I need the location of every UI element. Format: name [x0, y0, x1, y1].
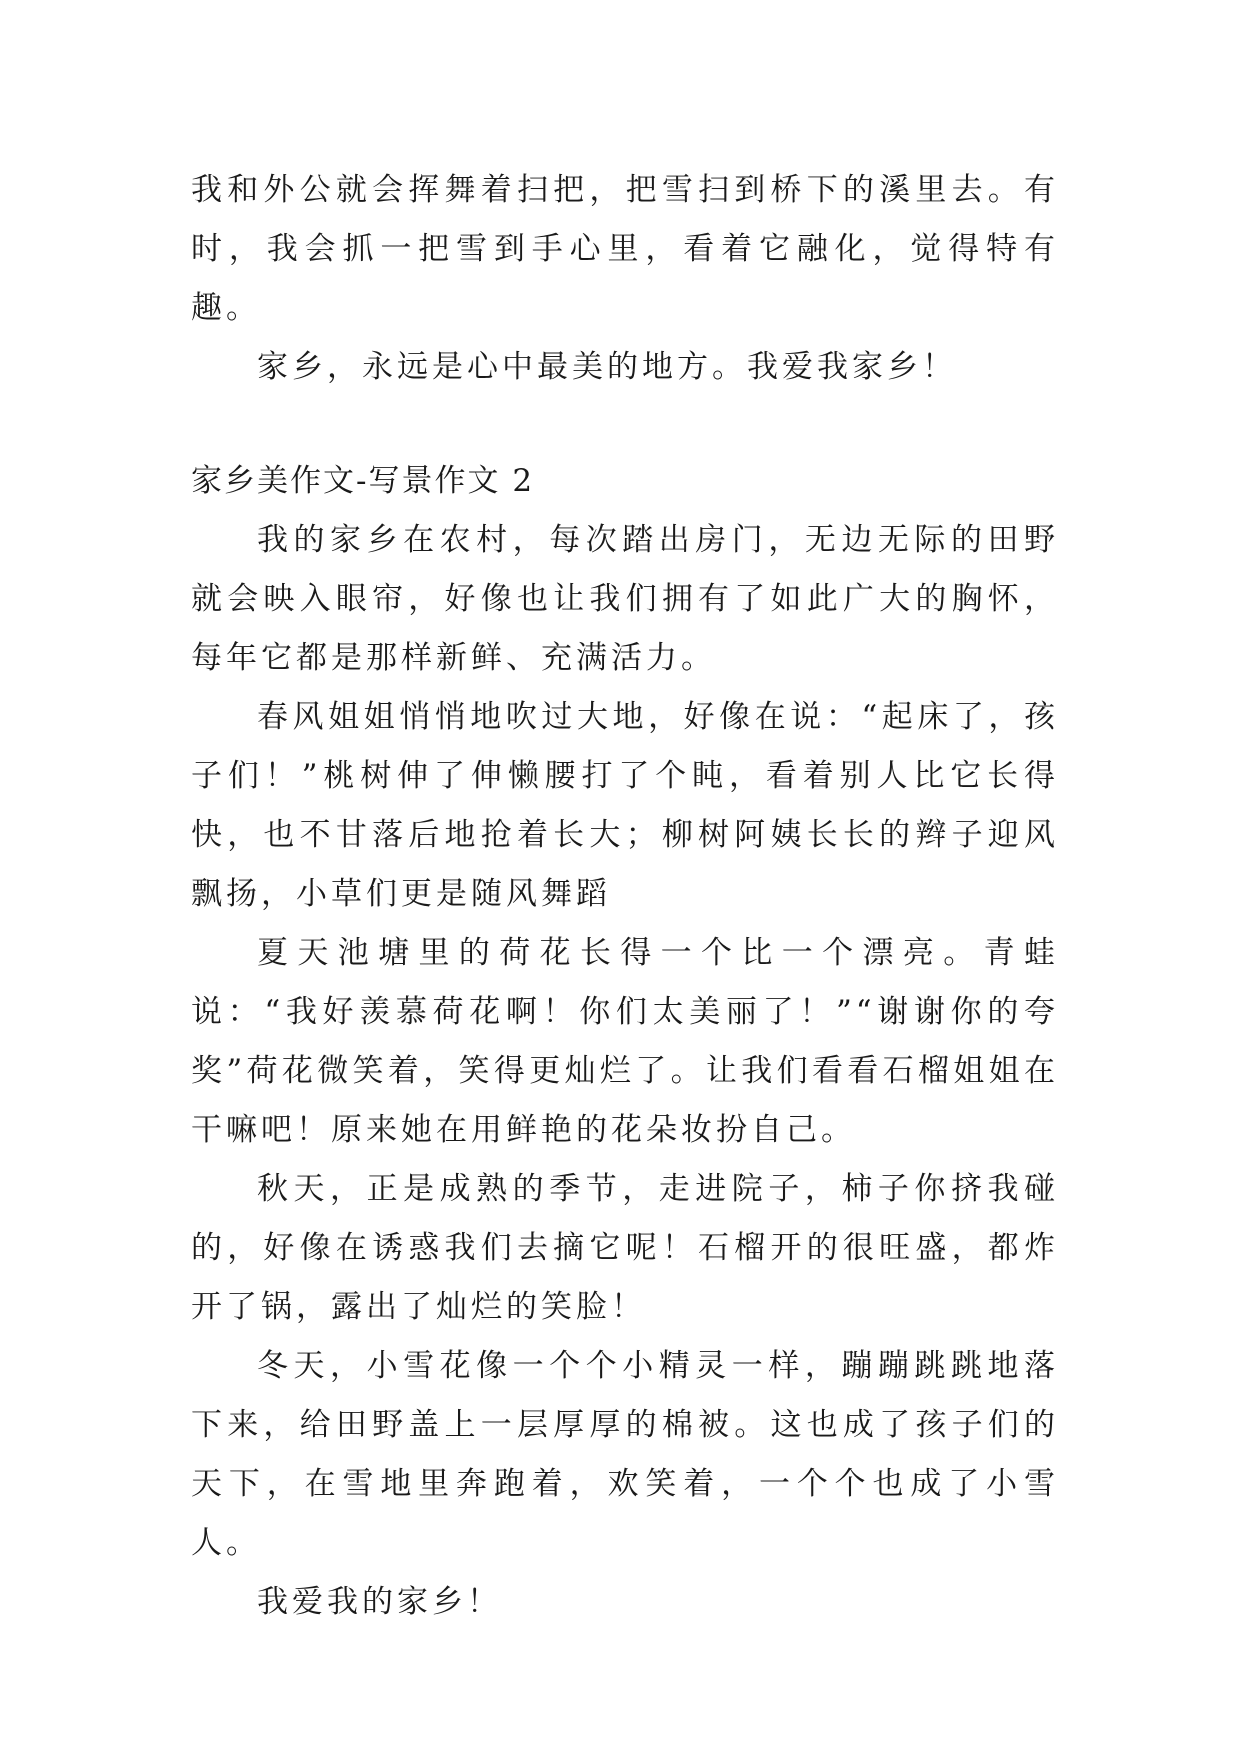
- essay-title: 家乡美作文-写景作文 2: [191, 463, 535, 499]
- paragraph-spring: 春风姐姐悄悄地吹过大地，好像在说：“起床了，孩子们！”桃树伸了伸懒腰打了个盹，看着别人比它长得快，也不甘落后地抢着长大；柳树阿姨长长的辫子迎风飘扬，小草们更是随风舞蹈: [191, 699, 1059, 912]
- document-body: [191, 161, 1059, 1632]
- paragraph-continued: 我和外公就会挥舞着扫把，把雪扫到桥下的溪里去。有时，我会抓一把雪到手心里，看着它融化，觉得特有趣。: [191, 172, 1059, 326]
- paragraph-autumn: 秋天，正是成熟的季节，走进院子，柿子你挤我碰的，好像在诱惑我们去摘它呢！石榴开的很旺盛，都炸开了锅，露出了灿烂的笑脸！: [191, 1171, 1059, 1325]
- paragraph-intro: 我的家乡在农村，每次踏出房门，无边无际的田野就会映入眼帘，好像也让我们拥有了如此广大的胸怀，每年它都是那样新鲜、充满活力。: [191, 522, 1059, 676]
- paragraph-winter: 冬天，小雪花像一个个小精灵一样，蹦蹦跳跳地落下来，给田野盖上一层厚厚的棉被。这也成了孩子们的天下，在雪地里奔跑着，欢笑着，一个个也成了小雪人。: [191, 1348, 1059, 1561]
- paragraph-conclusion: 我爱我的家乡！: [257, 1584, 502, 1620]
- paragraph-summer: 夏天池塘里的荷花长得一个比一个漂亮。青蛙说：“我好羡慕荷花啊！你们太美丽了！”“谢谢你的夸奖”荷花微笑着，笑得更灿烂了。让我们看看石榴姐姐在干嘛吧！原来她在用鲜艳的花朵妆扮自己。: [191, 935, 1059, 1148]
- paragraph-closing: 家乡，永远是心中最美的地方。我爱我家乡！: [257, 349, 957, 385]
